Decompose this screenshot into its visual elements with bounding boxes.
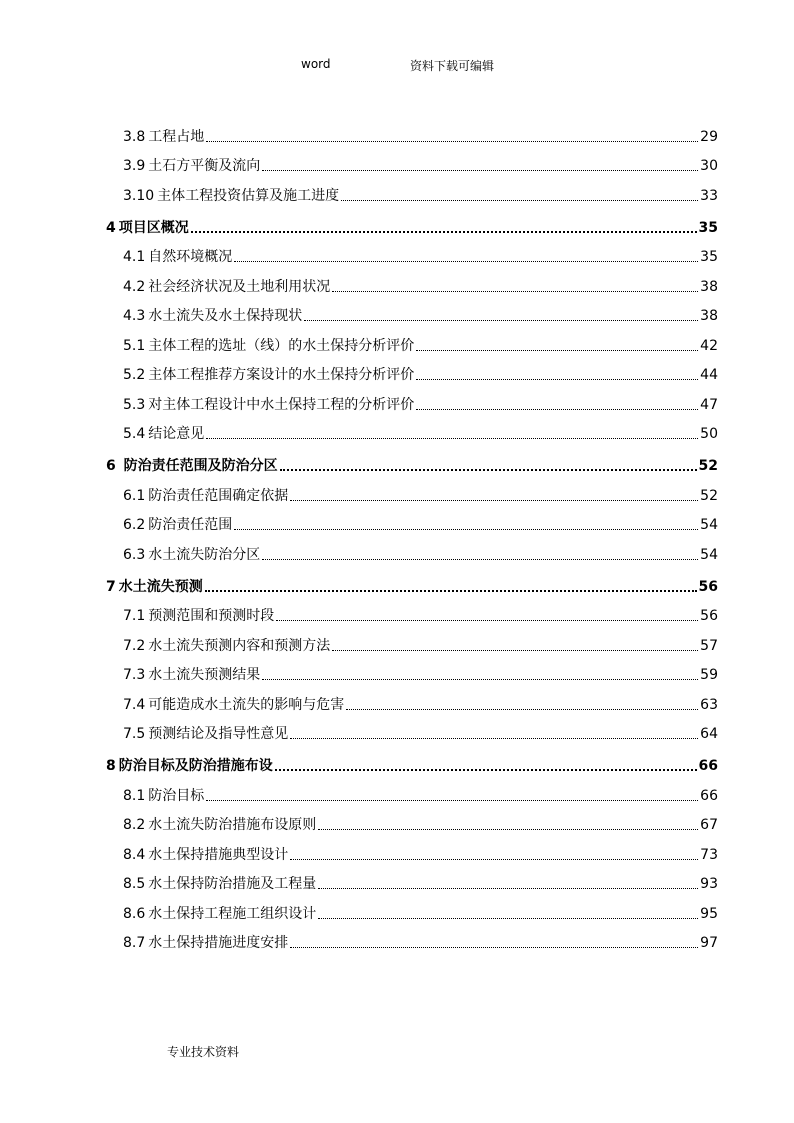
toc-entry-number: 4.3 xyxy=(123,308,146,324)
toc-section-entry[interactable] xyxy=(106,266,718,296)
toc-entry-title: 自然环境概况 xyxy=(148,249,233,265)
toc-entry-title: 防治责任范围及防治分区 xyxy=(123,458,278,474)
toc-entry-number: 8.7 xyxy=(123,935,146,951)
toc-section-entry[interactable] xyxy=(106,384,718,414)
toc-entry-number: 5.2 xyxy=(123,367,146,383)
toc-entry-title: 水土保持工程施工组织设计 xyxy=(148,905,317,922)
toc-entry-title: 水土流失防治措施布设原则 xyxy=(148,817,317,833)
toc-entry-number: 7 xyxy=(106,578,116,595)
toc-dot-leader xyxy=(234,528,698,530)
toc-chapter-entry[interactable] xyxy=(106,443,718,475)
toc-entry-page-number: 29 xyxy=(700,128,718,145)
toc-entry-page-number: 54 xyxy=(700,546,718,563)
toc-dot-leader xyxy=(191,230,697,233)
toc-entry-page-number: 95 xyxy=(700,905,718,922)
toc-dot-leader xyxy=(262,169,698,171)
toc-dot-leader xyxy=(290,737,698,739)
toc-entry-page-number: 35 xyxy=(698,219,718,236)
toc-dot-leader xyxy=(206,799,698,801)
toc-dot-leader xyxy=(262,558,698,560)
toc-entry-title: 可能造成水土流失的影响与危害 xyxy=(148,696,345,713)
toc-chapter-entry[interactable] xyxy=(106,743,718,775)
toc-entry-title: 水土保持措施进度安排 xyxy=(148,935,289,951)
toc-entry-title: 结论意见 xyxy=(148,426,205,442)
toc-entry-page-number: 73 xyxy=(700,846,718,863)
toc-dot-leader xyxy=(275,768,697,771)
toc-entry-page-number: 52 xyxy=(698,458,718,474)
toc-entry-title: 水土流失预测内容和预测方法 xyxy=(148,637,331,654)
toc-entry-number: 3.10 xyxy=(123,187,155,204)
table-of-contents xyxy=(106,116,718,952)
toc-dot-leader xyxy=(290,499,698,501)
toc-entry-title: 水土流失预测结果 xyxy=(148,667,261,683)
toc-entry-number: 5.1 xyxy=(123,337,146,354)
toc-entry-page-number: 66 xyxy=(700,787,718,804)
toc-section-entry[interactable] xyxy=(106,414,718,444)
toc-dot-leader xyxy=(276,619,698,621)
toc-entry-page-number: 30 xyxy=(700,158,718,174)
toc-entry-title: 防治责任范围 xyxy=(148,517,233,533)
toc-entry-number: 8.2 xyxy=(123,817,146,833)
toc-entry-number: 8.4 xyxy=(123,846,146,863)
toc-dot-leader xyxy=(290,858,698,860)
toc-entry-number: 7.5 xyxy=(123,726,146,742)
toc-section-entry[interactable] xyxy=(106,475,718,505)
toc-entry-page-number: 64 xyxy=(700,726,718,742)
toc-section-entry[interactable] xyxy=(106,805,718,835)
toc-dot-leader xyxy=(304,319,698,321)
toc-entry-title: 预测结论及指导性意见 xyxy=(148,726,289,742)
header-left-text: word xyxy=(301,57,331,71)
toc-entry-number: 5.3 xyxy=(123,396,146,413)
toc-entry-page-number: 35 xyxy=(700,249,718,265)
toc-entry-number: 6 xyxy=(106,458,121,474)
toc-entry-number: 3.9 xyxy=(123,158,146,174)
toc-dot-leader xyxy=(234,260,698,262)
toc-entry-page-number: 97 xyxy=(700,935,718,951)
toc-entry-number: 8.1 xyxy=(123,787,146,804)
toc-entry-number: 3.8 xyxy=(123,128,146,145)
toc-entry-title: 预测范围和预测时段 xyxy=(148,608,275,624)
toc-dot-leader xyxy=(318,887,698,889)
toc-entry-number: 6.2 xyxy=(123,517,146,533)
toc-entry-page-number: 67 xyxy=(700,817,718,833)
toc-section-entry[interactable] xyxy=(106,923,718,953)
toc-section-entry[interactable] xyxy=(106,116,718,146)
toc-entry-number: 7.3 xyxy=(123,667,146,683)
toc-section-entry[interactable] xyxy=(106,325,718,355)
toc-section-entry[interactable] xyxy=(106,684,718,714)
page-header xyxy=(0,57,794,77)
toc-entry-number: 4 xyxy=(106,219,116,236)
toc-entry-title: 防治目标及防治措施布设 xyxy=(118,758,273,774)
toc-section-entry[interactable] xyxy=(106,714,718,744)
toc-entry-page-number: 93 xyxy=(700,876,718,892)
toc-dot-leader xyxy=(318,828,698,830)
toc-dot-leader xyxy=(341,199,698,201)
toc-entry-title: 主体工程的选址（线）的水土保持分析评价 xyxy=(148,337,415,354)
toc-entry-number: 7.4 xyxy=(123,696,146,713)
toc-section-entry[interactable] xyxy=(106,355,718,385)
toc-entry-page-number: 42 xyxy=(700,337,718,354)
toc-section-entry[interactable] xyxy=(106,655,718,685)
toc-entry-title: 水土流失防治分区 xyxy=(148,546,261,563)
toc-entry-page-number: 66 xyxy=(698,758,718,774)
toc-dot-leader xyxy=(290,946,698,948)
toc-section-entry[interactable] xyxy=(106,893,718,923)
toc-entry-title: 主体工程投资估算及施工进度 xyxy=(157,187,340,204)
toc-entry-number: 8.6 xyxy=(123,905,146,922)
toc-entry-page-number: 33 xyxy=(700,187,718,204)
toc-entry-title: 水土保持措施典型设计 xyxy=(148,846,289,863)
toc-dot-leader xyxy=(262,678,698,680)
toc-dot-leader xyxy=(416,408,698,410)
toc-section-entry[interactable] xyxy=(106,296,718,326)
toc-entry-title: 水土保持防治措施及工程量 xyxy=(148,876,317,892)
toc-section-entry[interactable] xyxy=(106,864,718,894)
toc-dot-leader xyxy=(416,378,698,380)
toc-dot-leader xyxy=(205,589,697,592)
toc-entry-title: 水土流失预测 xyxy=(118,578,203,595)
page-footer: 专业技术资料 xyxy=(167,1045,240,1059)
toc-section-entry[interactable] xyxy=(106,625,718,655)
toc-entry-page-number: 44 xyxy=(700,367,718,383)
toc-entry-number: 7.2 xyxy=(123,637,146,654)
toc-entry-page-number: 38 xyxy=(700,308,718,324)
toc-dot-leader xyxy=(416,349,698,351)
toc-entry-number: 6.1 xyxy=(123,487,146,504)
toc-section-entry[interactable] xyxy=(106,775,718,805)
toc-dot-leader xyxy=(332,649,698,651)
toc-entry-page-number: 56 xyxy=(700,608,718,624)
toc-entry-number: 8 xyxy=(106,758,116,774)
toc-entry-page-number: 54 xyxy=(700,517,718,533)
toc-dot-leader xyxy=(318,917,698,919)
toc-section-entry[interactable] xyxy=(106,596,718,626)
toc-chapter-entry[interactable] xyxy=(106,205,718,237)
toc-section-entry[interactable] xyxy=(106,175,718,205)
toc-entry-page-number: 59 xyxy=(700,667,718,683)
toc-entry-page-number: 52 xyxy=(700,487,718,504)
toc-dot-leader xyxy=(280,468,697,471)
toc-entry-title: 防治目标 xyxy=(148,787,205,804)
toc-entry-title: 防治责任范围确定依据 xyxy=(148,487,289,504)
toc-entry-title: 土石方平衡及流向 xyxy=(148,158,261,174)
toc-entry-number: 6.3 xyxy=(123,546,146,563)
header-right-text: 资料下载可编辑 xyxy=(410,59,495,73)
toc-entry-page-number: 47 xyxy=(700,396,718,413)
toc-entry-title: 水土流失及水土保持现状 xyxy=(148,308,303,324)
toc-dot-leader xyxy=(332,290,698,292)
toc-entry-number: 8.5 xyxy=(123,876,146,892)
toc-section-entry[interactable] xyxy=(106,146,718,176)
toc-entry-number: 5.4 xyxy=(123,426,146,442)
toc-dot-leader xyxy=(346,708,698,710)
toc-section-entry[interactable] xyxy=(106,505,718,535)
toc-entry-title: 社会经济状况及土地利用状况 xyxy=(148,278,331,295)
toc-section-entry[interactable] xyxy=(106,534,718,564)
toc-entry-page-number: 38 xyxy=(700,278,718,295)
toc-section-entry[interactable] xyxy=(106,834,718,864)
toc-entry-page-number: 63 xyxy=(700,696,718,713)
toc-entry-page-number: 50 xyxy=(700,426,718,442)
toc-entry-number: 4.2 xyxy=(123,278,146,295)
toc-entry-number: 4.1 xyxy=(123,249,146,265)
toc-entry-title: 工程占地 xyxy=(148,128,205,145)
toc-entry-title: 项目区概况 xyxy=(118,219,189,236)
toc-entry-title: 主体工程推荐方案设计的水土保持分析评价 xyxy=(148,367,415,383)
toc-section-entry[interactable] xyxy=(106,237,718,267)
toc-chapter-entry[interactable] xyxy=(106,564,718,596)
toc-dot-leader xyxy=(206,140,698,142)
toc-entry-page-number: 56 xyxy=(698,578,718,595)
toc-entry-number: 7.1 xyxy=(123,608,146,624)
toc-entry-page-number: 57 xyxy=(700,637,718,654)
toc-dot-leader xyxy=(206,437,698,439)
toc-entry-title: 对主体工程设计中水土保持工程的分析评价 xyxy=(148,396,415,413)
